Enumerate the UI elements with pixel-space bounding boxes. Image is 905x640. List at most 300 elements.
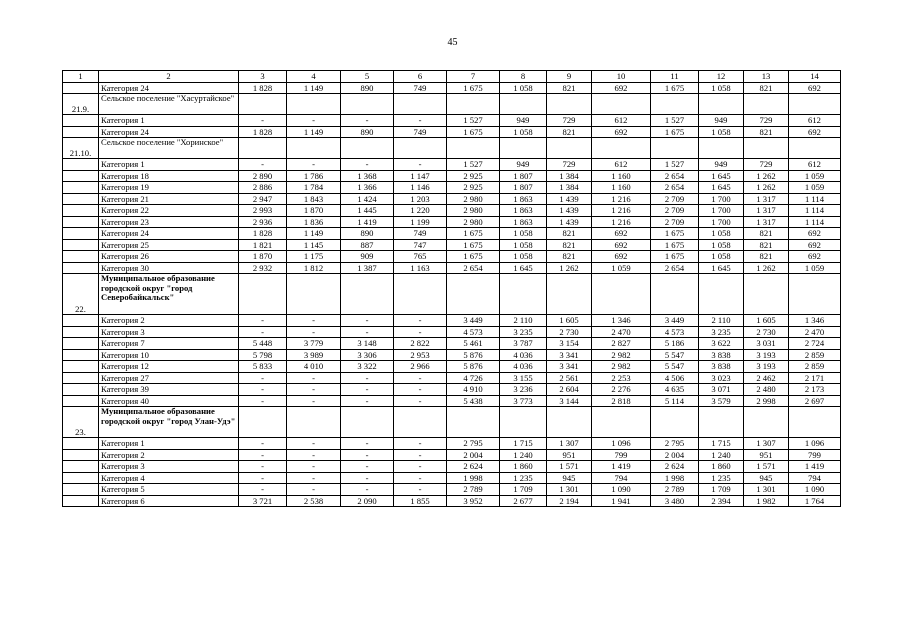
value-cell: 821 bbox=[744, 239, 789, 251]
value-cell bbox=[394, 94, 447, 115]
row-name: Сельское поселение "Хоринское" bbox=[99, 138, 239, 159]
value-cell: 821 bbox=[547, 228, 592, 240]
value-cell: 821 bbox=[547, 251, 592, 263]
value-cell: 3 154 bbox=[547, 338, 592, 350]
value-cell: 1 675 bbox=[447, 251, 500, 263]
table-row bbox=[63, 461, 841, 473]
value-cell: 3 236 bbox=[500, 384, 547, 396]
table-row bbox=[63, 170, 841, 182]
value-cell bbox=[447, 407, 500, 438]
value-cell: 3 622 bbox=[699, 338, 744, 350]
table-row bbox=[63, 438, 841, 450]
value-cell: 890 bbox=[341, 126, 394, 138]
row-name: Категория 26 bbox=[99, 251, 239, 263]
value-cell: 1 419 bbox=[592, 461, 651, 473]
value-cell: 747 bbox=[394, 239, 447, 251]
value-cell: 5 186 bbox=[651, 338, 699, 350]
value-cell: 2 480 bbox=[744, 384, 789, 396]
value-cell: 945 bbox=[547, 472, 592, 484]
value-cell: - bbox=[287, 484, 341, 496]
value-cell: 3 193 bbox=[744, 349, 789, 361]
value-cell bbox=[744, 274, 789, 315]
value-cell: 3 341 bbox=[547, 361, 592, 373]
value-cell: - bbox=[341, 484, 394, 496]
value-cell: 2 709 bbox=[651, 205, 699, 217]
value-cell: 2 561 bbox=[547, 372, 592, 384]
value-cell bbox=[592, 138, 651, 159]
header-row bbox=[63, 71, 841, 83]
value-cell: 1 384 bbox=[547, 170, 592, 182]
row-number bbox=[63, 361, 99, 373]
value-cell: 1 571 bbox=[744, 461, 789, 473]
table-row bbox=[63, 228, 841, 240]
value-cell: 1 675 bbox=[651, 126, 699, 138]
value-cell: 1 058 bbox=[500, 228, 547, 240]
value-cell: 1 240 bbox=[699, 449, 744, 461]
value-cell: 799 bbox=[592, 449, 651, 461]
value-cell: 945 bbox=[744, 472, 789, 484]
value-cell: 1 675 bbox=[651, 228, 699, 240]
value-cell: 3 449 bbox=[651, 315, 699, 327]
value-cell: 1 870 bbox=[239, 251, 287, 263]
header-cell: 11 bbox=[651, 71, 699, 83]
value-cell: 1 301 bbox=[547, 484, 592, 496]
value-cell: 1 384 bbox=[547, 182, 592, 194]
value-cell: - bbox=[239, 315, 287, 327]
value-cell bbox=[789, 94, 841, 115]
value-cell: 1 090 bbox=[592, 484, 651, 496]
row-name: Категория 24 bbox=[99, 228, 239, 240]
tariff-table bbox=[62, 70, 841, 507]
value-cell: 1 317 bbox=[744, 216, 789, 228]
value-cell: 5 448 bbox=[239, 338, 287, 350]
value-cell: 1 675 bbox=[447, 239, 500, 251]
value-cell bbox=[651, 274, 699, 315]
value-cell: 1 147 bbox=[394, 170, 447, 182]
value-cell: 821 bbox=[744, 82, 789, 94]
value-cell: 2 827 bbox=[592, 338, 651, 350]
row-number bbox=[63, 170, 99, 182]
value-cell: 3 031 bbox=[744, 338, 789, 350]
value-cell: 2 654 bbox=[651, 262, 699, 274]
value-cell: 2 859 bbox=[789, 361, 841, 373]
value-cell: 1 571 bbox=[547, 461, 592, 473]
value-cell: 1 307 bbox=[547, 438, 592, 450]
table-row bbox=[63, 274, 841, 315]
value-cell: - bbox=[287, 115, 341, 127]
value-cell: - bbox=[394, 326, 447, 338]
table-row bbox=[63, 159, 841, 171]
value-cell: - bbox=[239, 449, 287, 461]
value-cell: 3 838 bbox=[699, 361, 744, 373]
value-cell: 1 527 bbox=[447, 115, 500, 127]
value-cell: 1 216 bbox=[592, 205, 651, 217]
value-cell: 951 bbox=[744, 449, 789, 461]
value-cell: 4 036 bbox=[500, 361, 547, 373]
value-cell: 1 145 bbox=[287, 239, 341, 251]
value-cell: 2 470 bbox=[789, 326, 841, 338]
value-cell: 1 439 bbox=[547, 193, 592, 205]
value-cell: - bbox=[341, 159, 394, 171]
value-cell bbox=[651, 407, 699, 438]
value-cell: 949 bbox=[699, 159, 744, 171]
value-cell: 692 bbox=[789, 82, 841, 94]
value-cell: 1 828 bbox=[239, 126, 287, 138]
value-cell: 1 216 bbox=[592, 216, 651, 228]
value-cell: 4 573 bbox=[447, 326, 500, 338]
row-number bbox=[63, 251, 99, 263]
table-row bbox=[63, 472, 841, 484]
row-name: Категория 22 bbox=[99, 205, 239, 217]
value-cell: 3 235 bbox=[500, 326, 547, 338]
value-cell: 1 058 bbox=[699, 239, 744, 251]
row-name: Категория 3 bbox=[99, 461, 239, 473]
value-cell: 2 947 bbox=[239, 193, 287, 205]
header-cell: 9 bbox=[547, 71, 592, 83]
value-cell bbox=[789, 138, 841, 159]
value-cell: - bbox=[287, 449, 341, 461]
value-cell: 949 bbox=[699, 115, 744, 127]
header-cell: 4 bbox=[287, 71, 341, 83]
value-cell: 949 bbox=[500, 115, 547, 127]
value-cell: 1 863 bbox=[500, 193, 547, 205]
value-cell: - bbox=[287, 472, 341, 484]
row-name: Категория 21 bbox=[99, 193, 239, 205]
value-cell: 2 822 bbox=[394, 338, 447, 350]
value-cell: 1 675 bbox=[651, 82, 699, 94]
table-row bbox=[63, 484, 841, 496]
value-cell: 749 bbox=[394, 228, 447, 240]
row-number bbox=[63, 449, 99, 461]
value-cell: 3 838 bbox=[699, 349, 744, 361]
value-cell: 1 058 bbox=[699, 82, 744, 94]
value-cell: 1 424 bbox=[341, 193, 394, 205]
row-number bbox=[63, 484, 99, 496]
row-number bbox=[63, 349, 99, 361]
row-name: Категория 1 bbox=[99, 438, 239, 450]
value-cell: 1 675 bbox=[447, 228, 500, 240]
value-cell bbox=[447, 138, 500, 159]
value-cell: 1 346 bbox=[592, 315, 651, 327]
value-cell: 1 301 bbox=[744, 484, 789, 496]
value-cell: 1 262 bbox=[744, 182, 789, 194]
value-cell: 1 317 bbox=[744, 205, 789, 217]
row-number bbox=[63, 495, 99, 507]
value-cell: 3 144 bbox=[547, 395, 592, 407]
value-cell: 2 980 bbox=[447, 193, 500, 205]
value-cell: 1 784 bbox=[287, 182, 341, 194]
value-cell: 5 114 bbox=[651, 395, 699, 407]
value-cell: 1 175 bbox=[287, 251, 341, 263]
value-cell: 749 bbox=[394, 82, 447, 94]
value-cell: 692 bbox=[592, 251, 651, 263]
table-row bbox=[63, 338, 841, 350]
row-name: Категория 24 bbox=[99, 82, 239, 94]
value-cell bbox=[699, 138, 744, 159]
value-cell: 1 863 bbox=[500, 205, 547, 217]
value-cell: 3 322 bbox=[341, 361, 394, 373]
value-cell: - bbox=[239, 484, 287, 496]
header-cell: 10 bbox=[592, 71, 651, 83]
value-cell: 3 773 bbox=[500, 395, 547, 407]
value-cell: - bbox=[239, 472, 287, 484]
value-cell: - bbox=[341, 395, 394, 407]
row-number bbox=[63, 82, 99, 94]
value-cell: 4 726 bbox=[447, 372, 500, 384]
value-cell: 1 675 bbox=[447, 126, 500, 138]
value-cell: - bbox=[394, 159, 447, 171]
value-cell: 2 789 bbox=[447, 484, 500, 496]
value-cell bbox=[699, 94, 744, 115]
value-cell: 951 bbox=[547, 449, 592, 461]
row-name: Категория 23 bbox=[99, 216, 239, 228]
value-cell: 2 538 bbox=[287, 495, 341, 507]
value-cell: - bbox=[239, 159, 287, 171]
value-cell bbox=[651, 138, 699, 159]
value-cell: 3 480 bbox=[651, 495, 699, 507]
table-row bbox=[63, 495, 841, 507]
value-cell: 5 798 bbox=[239, 349, 287, 361]
value-cell bbox=[699, 407, 744, 438]
value-cell: 2 709 bbox=[651, 193, 699, 205]
value-cell: 5 547 bbox=[651, 349, 699, 361]
value-cell: 1 346 bbox=[789, 315, 841, 327]
row-name: Муниципальное образование городской округ "город Улан-Удэ" bbox=[99, 407, 239, 438]
value-cell: 1 114 bbox=[789, 193, 841, 205]
value-cell: - bbox=[341, 472, 394, 484]
value-cell: 2 462 bbox=[744, 372, 789, 384]
value-cell: 1 058 bbox=[500, 239, 547, 251]
value-cell: 3 449 bbox=[447, 315, 500, 327]
value-cell: 1 058 bbox=[500, 251, 547, 263]
value-cell: 749 bbox=[394, 126, 447, 138]
value-cell: 1 675 bbox=[447, 82, 500, 94]
value-cell: 692 bbox=[592, 239, 651, 251]
value-cell: 1 240 bbox=[500, 449, 547, 461]
value-cell bbox=[699, 274, 744, 315]
value-cell: 2 004 bbox=[651, 449, 699, 461]
value-cell bbox=[239, 138, 287, 159]
value-cell bbox=[592, 274, 651, 315]
value-cell: 890 bbox=[341, 82, 394, 94]
value-cell bbox=[239, 274, 287, 315]
value-cell: 1 941 bbox=[592, 495, 651, 507]
value-cell: 3 579 bbox=[699, 395, 744, 407]
value-cell: 2 980 bbox=[447, 205, 500, 217]
value-cell: 4 573 bbox=[651, 326, 699, 338]
value-cell: 729 bbox=[547, 159, 592, 171]
table-row bbox=[63, 205, 841, 217]
value-cell: 3 148 bbox=[341, 338, 394, 350]
row-number bbox=[63, 159, 99, 171]
value-cell: 2 654 bbox=[651, 182, 699, 194]
header-cell: 2 bbox=[99, 71, 239, 83]
value-cell: 1 419 bbox=[789, 461, 841, 473]
value-cell: 1 675 bbox=[651, 239, 699, 251]
table-row bbox=[63, 384, 841, 396]
table-row bbox=[63, 126, 841, 138]
row-name: Категория 27 bbox=[99, 372, 239, 384]
row-number bbox=[63, 461, 99, 473]
value-cell: - bbox=[239, 395, 287, 407]
value-cell: 1 146 bbox=[394, 182, 447, 194]
row-number bbox=[63, 438, 99, 450]
value-cell: 612 bbox=[592, 159, 651, 171]
value-cell: 1 058 bbox=[500, 82, 547, 94]
table-row bbox=[63, 449, 841, 461]
value-cell bbox=[789, 407, 841, 438]
row-number bbox=[63, 182, 99, 194]
table-row bbox=[63, 82, 841, 94]
value-cell bbox=[287, 94, 341, 115]
value-cell: - bbox=[239, 384, 287, 396]
value-cell: 2 982 bbox=[592, 361, 651, 373]
value-cell bbox=[500, 138, 547, 159]
value-cell: 1 821 bbox=[239, 239, 287, 251]
value-cell: 1 715 bbox=[699, 438, 744, 450]
value-cell: 1 262 bbox=[547, 262, 592, 274]
value-cell: 1 709 bbox=[699, 484, 744, 496]
value-cell bbox=[447, 274, 500, 315]
table-row bbox=[63, 182, 841, 194]
value-cell: 1 605 bbox=[547, 315, 592, 327]
row-number bbox=[63, 326, 99, 338]
row-number: 21.10. bbox=[63, 138, 99, 159]
value-cell: 3 193 bbox=[744, 361, 789, 373]
value-cell: 1 527 bbox=[651, 115, 699, 127]
value-cell: 1 812 bbox=[287, 262, 341, 274]
value-cell: 1 700 bbox=[699, 216, 744, 228]
value-cell: - bbox=[287, 461, 341, 473]
value-cell: 1 715 bbox=[500, 438, 547, 450]
value-cell: 2 624 bbox=[651, 461, 699, 473]
header-cell: 1 bbox=[63, 71, 99, 83]
value-cell bbox=[341, 274, 394, 315]
row-name: Категория 7 bbox=[99, 338, 239, 350]
value-cell: 2 795 bbox=[447, 438, 500, 450]
header-cell: 13 bbox=[744, 71, 789, 83]
value-cell: 2 890 bbox=[239, 170, 287, 182]
value-cell: 1 527 bbox=[447, 159, 500, 171]
value-cell: 1 387 bbox=[341, 262, 394, 274]
value-cell: 1 058 bbox=[699, 251, 744, 263]
value-cell bbox=[394, 407, 447, 438]
header-cell: 8 bbox=[500, 71, 547, 83]
value-cell: 1 527 bbox=[651, 159, 699, 171]
row-name: Категория 30 bbox=[99, 262, 239, 274]
value-cell: - bbox=[341, 449, 394, 461]
row-number bbox=[63, 262, 99, 274]
table-row bbox=[63, 216, 841, 228]
value-cell bbox=[287, 407, 341, 438]
value-cell: 2 789 bbox=[651, 484, 699, 496]
value-cell bbox=[744, 407, 789, 438]
row-number bbox=[63, 384, 99, 396]
row-number bbox=[63, 239, 99, 251]
value-cell: 2 194 bbox=[547, 495, 592, 507]
value-cell: 3 155 bbox=[500, 372, 547, 384]
value-cell: 1 149 bbox=[287, 82, 341, 94]
value-cell bbox=[592, 94, 651, 115]
value-cell: 1 160 bbox=[592, 170, 651, 182]
value-cell bbox=[394, 274, 447, 315]
value-cell: 2 677 bbox=[500, 495, 547, 507]
value-cell: 2 253 bbox=[592, 372, 651, 384]
value-cell: 729 bbox=[547, 115, 592, 127]
value-cell: 2 110 bbox=[699, 315, 744, 327]
value-cell: 1 855 bbox=[394, 495, 447, 507]
value-cell: 3 071 bbox=[699, 384, 744, 396]
value-cell: 692 bbox=[789, 228, 841, 240]
row-name: Категория 19 bbox=[99, 182, 239, 194]
row-name: Категория 2 bbox=[99, 449, 239, 461]
value-cell: 2 993 bbox=[239, 205, 287, 217]
value-cell: 1 419 bbox=[341, 216, 394, 228]
value-cell bbox=[341, 138, 394, 159]
value-cell: 3 989 bbox=[287, 349, 341, 361]
value-cell: 821 bbox=[547, 82, 592, 94]
value-cell: - bbox=[341, 461, 394, 473]
table-row bbox=[63, 395, 841, 407]
value-cell: 692 bbox=[592, 228, 651, 240]
table-row bbox=[63, 361, 841, 373]
value-cell: 1 366 bbox=[341, 182, 394, 194]
value-cell: 821 bbox=[744, 126, 789, 138]
value-cell: 1 090 bbox=[789, 484, 841, 496]
table-row bbox=[63, 239, 841, 251]
value-cell: 2 654 bbox=[447, 262, 500, 274]
value-cell bbox=[394, 138, 447, 159]
value-cell: 1 059 bbox=[789, 262, 841, 274]
value-cell: 794 bbox=[592, 472, 651, 484]
value-cell: 5 833 bbox=[239, 361, 287, 373]
value-cell: - bbox=[341, 384, 394, 396]
value-cell: - bbox=[239, 326, 287, 338]
header-cell: 5 bbox=[341, 71, 394, 83]
value-cell: 2 709 bbox=[651, 216, 699, 228]
value-cell: 2 276 bbox=[592, 384, 651, 396]
value-cell: 5 547 bbox=[651, 361, 699, 373]
value-cell: 1 786 bbox=[287, 170, 341, 182]
value-cell: 1 199 bbox=[394, 216, 447, 228]
value-cell: 3 341 bbox=[547, 349, 592, 361]
value-cell: 765 bbox=[394, 251, 447, 263]
value-cell: 1 149 bbox=[287, 126, 341, 138]
value-cell: 4 036 bbox=[500, 349, 547, 361]
value-cell: 821 bbox=[744, 251, 789, 263]
value-cell: 2 173 bbox=[789, 384, 841, 396]
value-cell: - bbox=[239, 438, 287, 450]
value-cell: 3 306 bbox=[341, 349, 394, 361]
value-cell bbox=[744, 94, 789, 115]
value-cell: 2 925 bbox=[447, 170, 500, 182]
value-cell: 1 235 bbox=[500, 472, 547, 484]
value-cell: 1 149 bbox=[287, 228, 341, 240]
value-cell: 4 506 bbox=[651, 372, 699, 384]
value-cell: 2 859 bbox=[789, 349, 841, 361]
value-cell: 2 936 bbox=[239, 216, 287, 228]
value-cell: 1 059 bbox=[789, 182, 841, 194]
value-cell: 2 004 bbox=[447, 449, 500, 461]
value-cell bbox=[239, 407, 287, 438]
value-cell: 4 010 bbox=[287, 361, 341, 373]
value-cell: 2 925 bbox=[447, 182, 500, 194]
row-name: Категория 3 bbox=[99, 326, 239, 338]
header-cell: 7 bbox=[447, 71, 500, 83]
value-cell bbox=[547, 138, 592, 159]
table-row bbox=[63, 315, 841, 327]
value-cell: - bbox=[394, 438, 447, 450]
